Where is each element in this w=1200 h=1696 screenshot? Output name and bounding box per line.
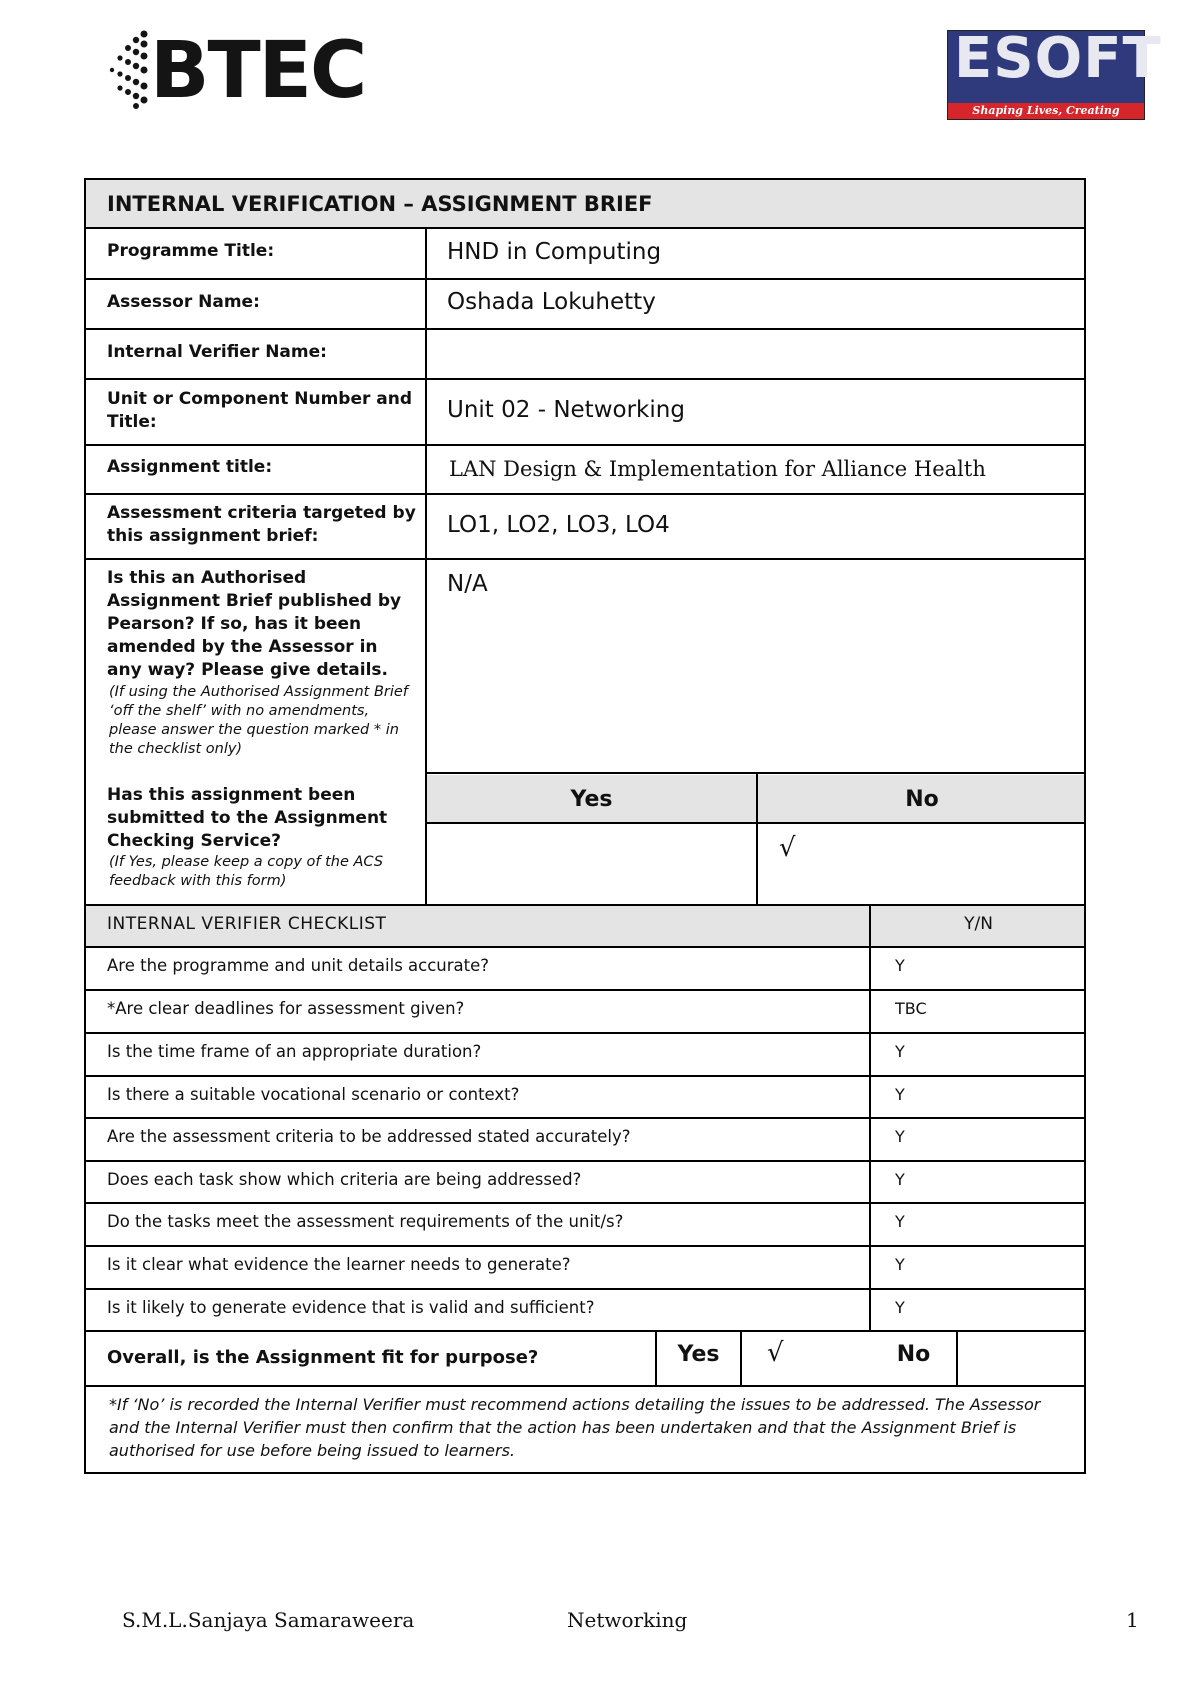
acs-yes-label: Yes xyxy=(570,787,613,812)
esoft-wordmark: ESOFT xyxy=(954,26,1162,91)
assessment-criteria-value: LO1, LO2, LO3, LO4 xyxy=(447,512,670,538)
programme-title-value: HND in Computing xyxy=(447,239,662,265)
checklist-answer: Y xyxy=(895,1042,905,1061)
checklist-question: Is it likely to generate evidence that is valid and sufficient? xyxy=(107,1298,595,1317)
checklist-question: Are the assessment criteria to be addressed stated accurately? xyxy=(107,1127,631,1146)
esoft-tagline: Shaping Lives, Creating Futures. xyxy=(948,103,1144,119)
unit-label: Unit or Component Number and Title: xyxy=(107,389,413,432)
programme-title-label: Programme Title: xyxy=(107,241,275,261)
footnote: *If ‘No’ is recorded the Internal Verifier must recommend actions detailing the issues to be addressed. The Assessor and the Internal Verifier must then confirm that the action has been undertaken and that the Assignment Brief is authorised for use before being issued to learners. xyxy=(109,1395,1041,1460)
checklist-answer: Y xyxy=(895,1085,905,1104)
acs-no-mark: √ xyxy=(779,833,796,863)
assessment-criteria-label: Assessment criteria targeted by this assignment brief: xyxy=(107,503,416,546)
acs-question: Has this assignment been submitted to the Assignment Checking Service? xyxy=(107,785,388,851)
checklist-header: INTERNAL VERIFIER CHECKLIST xyxy=(107,914,387,934)
footer-subject: Networking xyxy=(567,1608,688,1632)
assignment-title-value: LAN Design & Implementation for Alliance Health xyxy=(449,457,986,481)
acs-no-label: No xyxy=(905,787,939,812)
checklist-answer: Y xyxy=(895,1127,905,1146)
checklist-question: *Are clear deadlines for assessment given? xyxy=(107,999,465,1018)
assessor-name-value: Oshada Lokuhetty xyxy=(447,289,656,315)
checklist-answer: Y xyxy=(895,1255,905,1274)
authorised-brief-answer: N/A xyxy=(447,571,488,597)
checklist-answer: Y xyxy=(895,956,905,975)
btec-logo xyxy=(108,26,366,118)
overall-question: Overall, is the Assignment fit for purpose? xyxy=(107,1347,539,1368)
assignment-title-label: Assignment title: xyxy=(107,457,273,477)
overall-no-label: No xyxy=(896,1342,931,1367)
checklist-yn-header: Y/N xyxy=(964,914,993,934)
checklist-question: Are the programme and unit details accurate? xyxy=(107,956,490,975)
btec-wordmark: BTEC xyxy=(150,26,366,116)
overall-yes-mark: √ xyxy=(767,1338,784,1368)
checklist-answer: Y xyxy=(895,1298,905,1317)
checklist-question: Do the tasks meet the assessment requirements of the unit/s? xyxy=(107,1212,624,1231)
checklist-answer: Y xyxy=(895,1212,905,1231)
checklist-answer: TBC xyxy=(895,999,927,1018)
footer-author: S.M.L.Sanjaya Samaraweera xyxy=(122,1608,415,1632)
checklist-question: Is the time frame of an appropriate duration? xyxy=(107,1042,482,1061)
authorised-brief-question: Is this an Authorised Assignment Brief published by Pearson? If so, has it been amended by the Assessor in any way? Please give details. xyxy=(107,568,402,680)
assessor-name-label: Assessor Name: xyxy=(107,292,260,312)
checklist-answer: Y xyxy=(895,1170,905,1189)
btec-dots-icon xyxy=(108,30,152,110)
overall-yes-label: Yes xyxy=(677,1342,720,1367)
checklist-question: Does each task show which criteria are being addressed? xyxy=(107,1170,582,1189)
checklist-question: Is it clear what evidence the learner needs to generate? xyxy=(107,1255,571,1274)
unit-value: Unit 02 - Networking xyxy=(447,397,685,423)
esoft-logo xyxy=(947,26,1162,133)
acs-note: (If Yes, please keep a copy of the ACS feedback with this form) xyxy=(109,854,384,889)
checklist-question: Is there a suitable vocational scenario or context? xyxy=(107,1085,520,1104)
footer-page-number: 1 xyxy=(1126,1608,1139,1632)
form-title: INTERNAL VERIFICATION – ASSIGNMENT BRIEF xyxy=(107,192,653,216)
internal-verifier-label: Internal Verifier Name: xyxy=(107,342,327,362)
authorised-brief-note: (If using the Authorised Assignment Brief ‘off the shelf’ with no amendments, please answer the question marked * in the checklist only) xyxy=(109,684,408,757)
